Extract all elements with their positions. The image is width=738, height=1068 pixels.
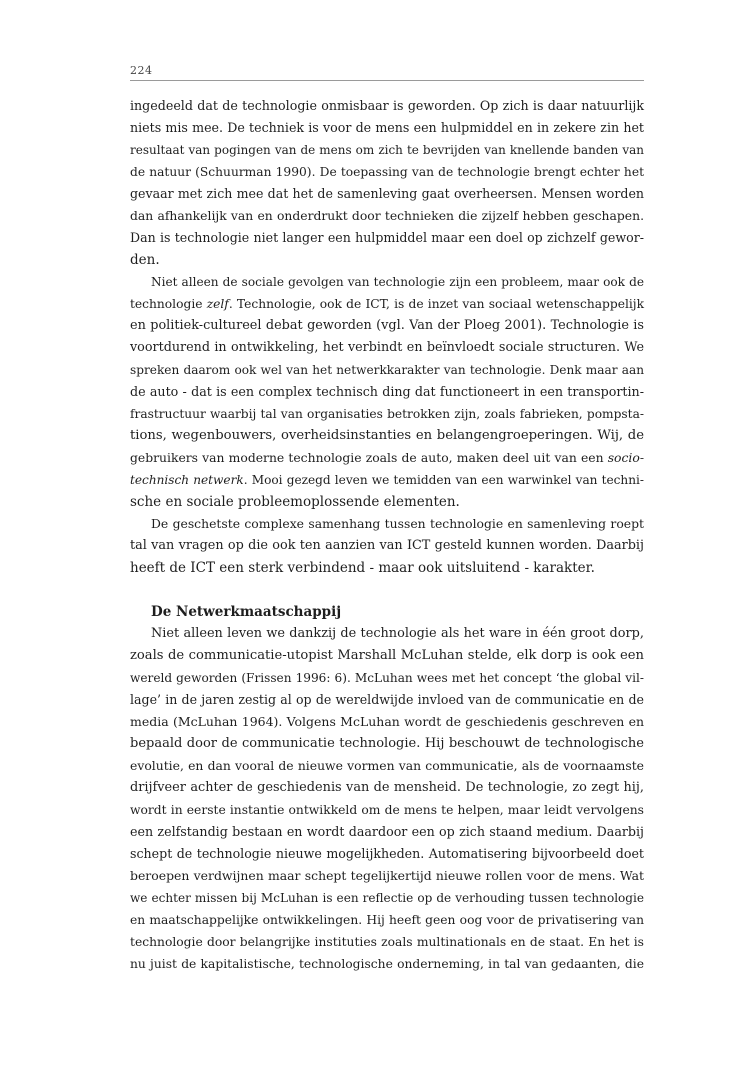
text-line: wereld geworden (Frissen 1996: 6). McLuhan wees met het concept ‘the global vil- — [130, 671, 644, 685]
header-rule — [130, 80, 644, 81]
text-segment: . Mooi gezegd leven we temidden van een warwinkel van techni- — [243, 473, 644, 487]
section-heading: De Netwerkmaatschappij — [151, 604, 342, 620]
text-line: nu juist de kapitalistische, technologische onderneming, in tal van gedaanten, die — [130, 957, 644, 971]
text-line: een zelfstandig bestaan en wordt daardoor een op zich staand medium. Daarbij — [130, 824, 644, 839]
text-segment: gebruikers van moderne technologie zoals de auto, maken deel uit van een — [130, 451, 608, 465]
paragraph-first-line: Niet alleen leven we dankzij de technologie als het ware in één groot dorp, — [151, 626, 644, 641]
text-line: en maatschappelijke ontwikkelingen. Hij heeft geen oog voor de privatisering van — [130, 913, 644, 927]
text-line: resultaat van pogingen van de mens om zich te bevrijden van knellende banden van — [130, 143, 644, 157]
text-line: bepaald door de communicatie technologie. Hij beschouwt de technologische — [130, 736, 644, 751]
text-line: evolutie, en dan vooral de nieuwe vormen van communicatie, als de voornaamste — [130, 759, 644, 773]
text-line: de natuur (Schuurman 1990). De toepassing van de technologie brengt echter het — [130, 165, 644, 179]
text-line: ingedeeld dat de technologie onmisbaar is geworden. Op zich is daar natuurlijk — [130, 98, 644, 113]
body-text — [130, 95, 644, 975]
text-line: lage’ in de jaren zestig al op de wereldwijde invloed van de communicatie en de — [130, 692, 644, 707]
text-line: zoals de communicatie-utopist Marshall McLuhan stelde, elk dorp is ook een — [130, 648, 644, 663]
text-line: drijfveer achter de geschiedenis van de mensheid. De technologie, zo zegt hij, — [130, 780, 644, 795]
paragraph-first-line: De geschetste complexe samenhang tussen technologie en samenleving roept — [151, 516, 644, 531]
text-line: Dan is technologie niet langer een hulpmiddel maar een doel op zichzelf gewor- — [130, 230, 644, 245]
paragraph-last-line: sche en sociale probleemoplossende elementen. — [130, 494, 460, 510]
section-gap — [130, 579, 644, 601]
text-line — [130, 447, 644, 469]
text-line: en politiek-cultureel debat geworden (vgl. Van der Ploeg 2001). Technologie is — [130, 318, 644, 333]
text-line: schept de technologie nieuwe mogelijkheden. Automatisering bijvoorbeeld doet — [130, 846, 644, 861]
text-line: tions, wegenbouwers, overheidsinstanties en belangengroeperingen. Wij, de — [130, 428, 644, 443]
page-number: 224 — [130, 64, 153, 77]
italic-term: zelf — [206, 297, 229, 311]
text-line: media (McLuhan 1964). Volgens McLuhan wordt de geschiedenis geschreven en — [130, 714, 644, 729]
italic-term: technisch netwerk — [130, 473, 244, 487]
text-segment: technologie — [130, 297, 207, 311]
text-line: we echter missen bij McLuhan is een reflectie op de verhouding tussen technologie — [130, 891, 644, 905]
paragraph-last-line: heeft de ICT een sterk verbindend - maar ook uitsluitend - karakter. — [130, 560, 595, 576]
text-line: voortdurend in ontwikkeling, het verbindt en beïnvloedt sociale structuren. We — [130, 340, 644, 355]
paragraph-last-line: den. — [130, 252, 160, 268]
text-line: wordt in eerste instantie ontwikkeld om de mens te helpen, maar leidt vervolgens — [130, 803, 644, 817]
text-segment: . Technologie, ook de ICT, is de inzet van sociaal wetenschappelijk — [228, 297, 644, 311]
text-line: beroepen verdwijnen maar schept tegelijkertijd nieuwe rollen voor de mens. Wat — [130, 868, 644, 883]
text-line: spreken daarom ook wel van het netwerkkarakter van technologie. Denk maar aan — [130, 363, 644, 377]
text-line: niets mis mee. De techniek is voor de mens een hulpmiddel en in zekere zin het — [130, 120, 644, 135]
text-line: dan afhankelijk van en onderdrukt door technieken die zijzelf hebben geschapen. — [130, 209, 644, 223]
text-line: tal van vragen op die ook ten aanzien van ICT gesteld kunnen worden. Daarbij — [130, 538, 644, 553]
text-line — [130, 293, 644, 315]
text-line: frastructuur waarbij tal van organisaties betrokken zijn, zoals fabrieken, pompsta- — [130, 407, 644, 421]
text-line: technologie door belangrijke instituties zoals multinationals en de staat. En het is — [130, 935, 644, 949]
italic-term: socio- — [607, 451, 644, 465]
paragraph-first-line: Niet alleen de sociale gevolgen van technologie zijn een probleem, maar ook de — [151, 275, 644, 289]
text-line — [130, 469, 644, 491]
text-line: de auto - dat is een complex technisch ding dat functioneert in een transportin- — [130, 384, 644, 399]
text-line: gevaar met zich mee dat het de samenleving gaat overheersen. Mensen worden — [130, 186, 644, 201]
